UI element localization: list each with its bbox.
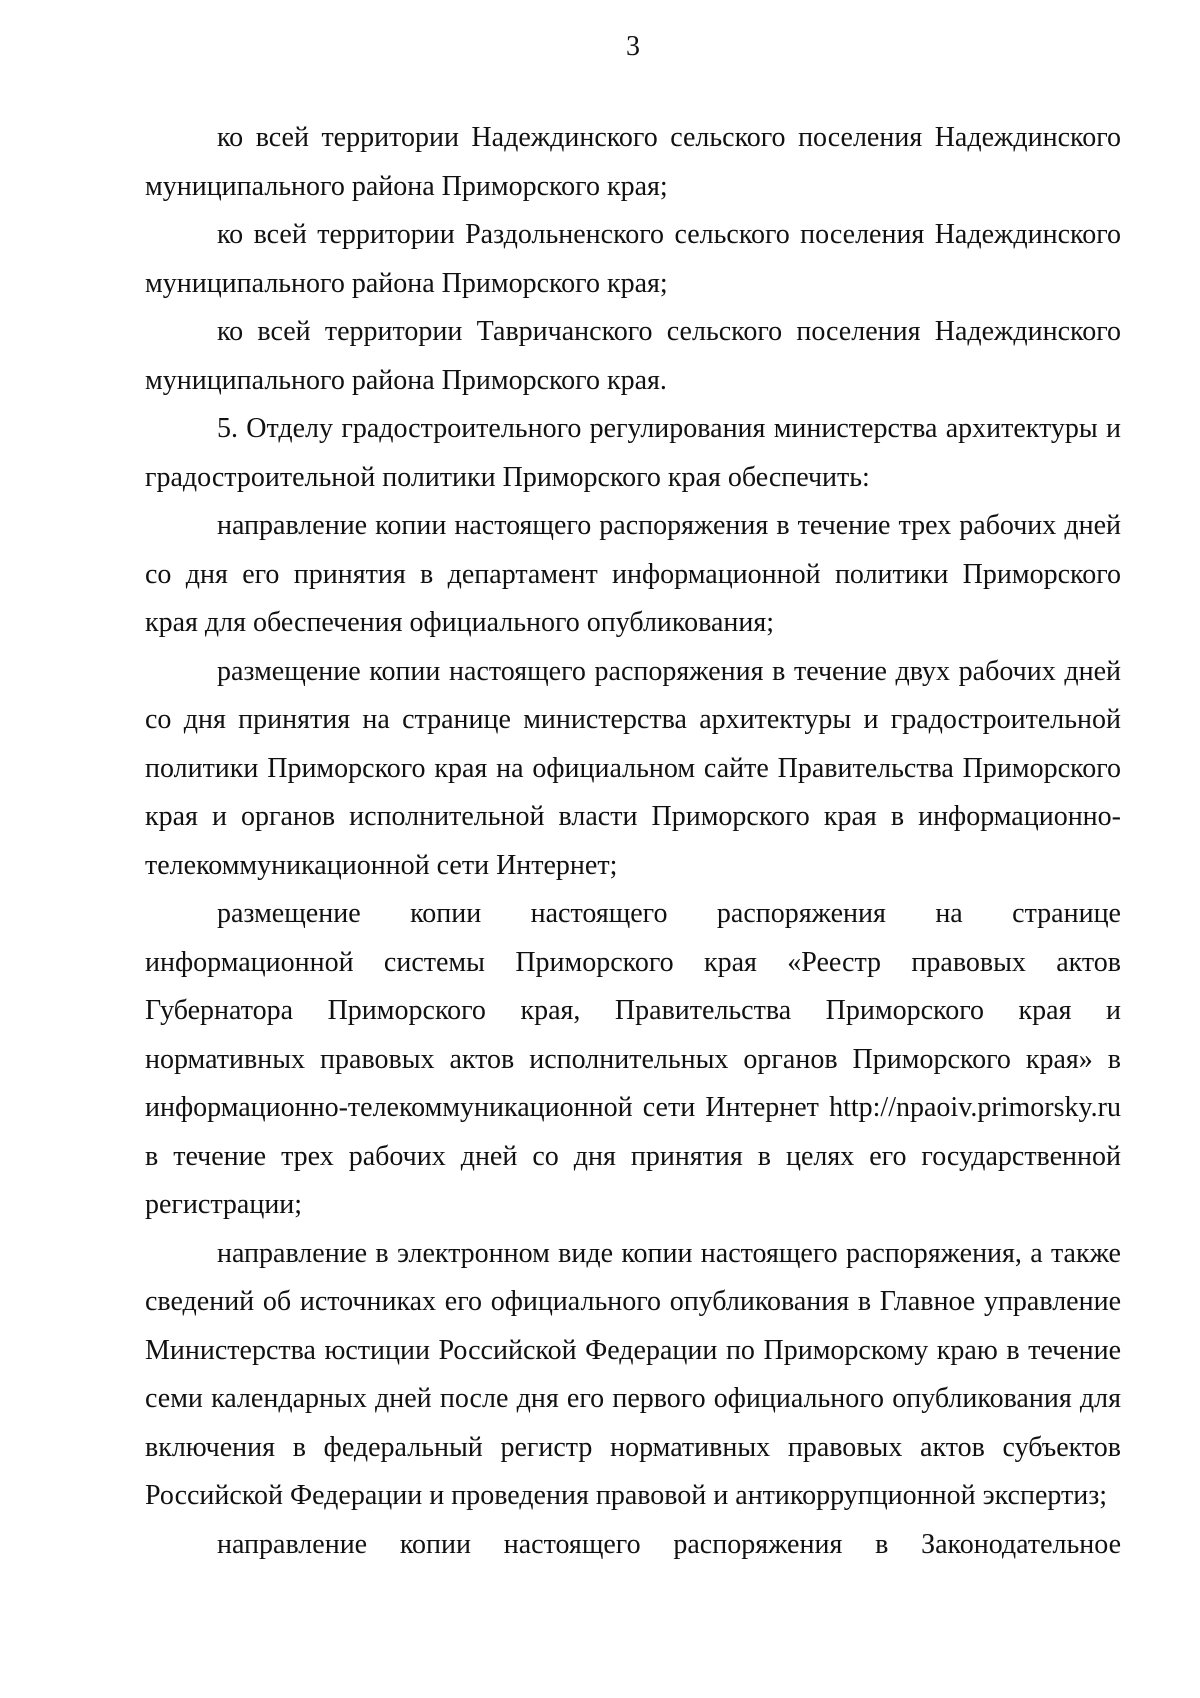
- paragraph-publish-ministry-page: размещение копии настоящего распоряжения в течение двух рабочих дней со дня принятия на странице министерства архитектуры и градостроительной политики Приморского края на официальном сайте Правительства Приморского края и органов исполнительной власти Приморского края в информационно-телекоммуникационной сети Интернет;: [145, 655, 1121, 881]
- paragraph-send-legislative: направление копии настоящего распоряжения в Законодательное: [217, 1528, 1121, 1560]
- paragraph-territory-tavrichanskoe: ко всей территории Тавричанского сельского поселения Надеждинского муниципального района Приморского края.: [145, 316, 1121, 396]
- paragraph-send-copy-dip: направление копии настоящего распоряжения в течение трех рабочих дней со дня его принятия в департамент информационной политики Приморского края для обеспечения официального опубликования;: [145, 510, 1121, 638]
- paragraph-territory-razdolnenskoe: ко всей территории Раздольненского сельского поселения Надеждинского муниципального района Приморского края;: [145, 219, 1121, 299]
- paragraph-item-5: 5. Отделу градостроительного регулирования министерства архитектуры и градостроительной политики Приморского края обеспечить:: [145, 413, 1121, 493]
- page-number: 3: [626, 31, 640, 62]
- paragraph-territory-nadezhdinskoe: ко всей территории Надеждинского сельского поселения Надеждинского муниципального района Приморского края;: [145, 122, 1121, 202]
- paragraph-send-justice-ministry: направление в электронном виде копии настоящего распоряжения, а также сведений об источниках его официального опубликования в Главное управление Министерства юстиции Российской Федерации по Приморскому краю в течение семи календарных дней после дня его первого официального опубликования для включения в федеральный регистр нормативных правовых актов субъектов Российской Федерации и проведения правовой и антикоррупционной экспертиз;: [145, 1237, 1121, 1511]
- document-body: [145, 114, 1121, 1569]
- paragraph-publish-registry: размещение копии настоящего распоряжения на странице информационной системы Приморского края «Реестр правовых актов Губернатора Приморского края, Правительства Приморского края и нормативных правовых актов исполнительных органов Приморского края» в информационно-телекоммуникационной сети Интернет http://npaoiv.primorsky.ru в течение трех рабочих дней со дня принятия в целях его государственной регистрации;: [145, 898, 1121, 1220]
